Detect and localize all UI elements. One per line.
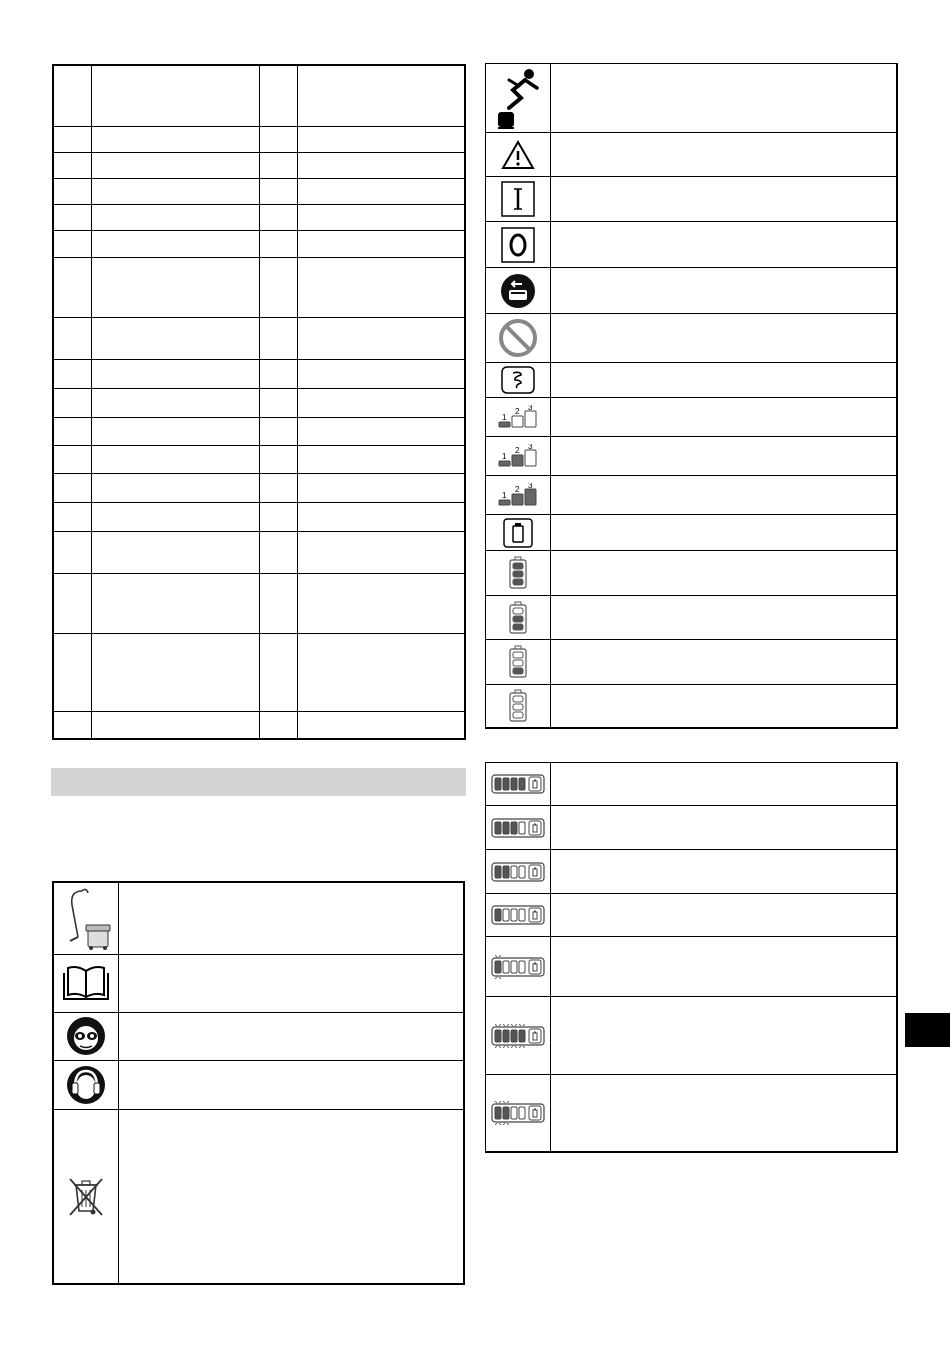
charge-level-3-icon [486, 806, 551, 850]
part-number-cell [259, 633, 297, 711]
parts-table-row [53, 633, 465, 711]
status-symbol-text [551, 133, 898, 177]
eye-protection-icon [53, 1012, 119, 1060]
part-number-cell [259, 257, 297, 317]
part-name-cell [297, 531, 465, 573]
status-symbol-text [551, 363, 898, 398]
part-number-cell [259, 204, 297, 230]
part-name-cell [91, 178, 259, 204]
parts-table-row [53, 230, 465, 257]
status-symbol-row [486, 64, 898, 133]
part-number-cell [259, 531, 297, 573]
part-name-cell [91, 359, 259, 388]
parts-table-row [53, 502, 465, 531]
battery-full-icon [486, 551, 551, 596]
part-number-cell [259, 65, 297, 126]
part-name-cell [297, 178, 465, 204]
battery-two-thirds-icon [486, 596, 551, 640]
read-manual-icon [53, 954, 119, 1012]
vacuum-cleaner-icon [53, 882, 119, 954]
safety-symbol-text [119, 954, 465, 1012]
part-number-cell [259, 178, 297, 204]
part-name-cell [297, 257, 465, 317]
status-symbol-row [486, 476, 898, 515]
parts-table-row [53, 417, 465, 445]
status-symbol-row [486, 314, 898, 363]
parts-table-row [53, 531, 465, 573]
part-number-cell [53, 230, 91, 257]
suction-swirl-icon [486, 363, 551, 398]
part-number-cell [259, 417, 297, 445]
safety-symbol-text [119, 1109, 465, 1284]
part-name-cell [91, 473, 259, 502]
part-name-cell [297, 633, 465, 711]
charge-indicator-row [486, 763, 898, 806]
part-number-cell [53, 317, 91, 359]
part-name-cell [297, 417, 465, 445]
power-level-3-icon [486, 476, 551, 515]
svg-text:1: 1 [502, 452, 507, 461]
part-number-cell [53, 388, 91, 417]
part-number-cell [53, 359, 91, 388]
charge-indicator-table [485, 762, 898, 1153]
parts-table-row [53, 359, 465, 388]
ear-protection-icon [53, 1060, 119, 1109]
parts-table-row [53, 204, 465, 230]
parts-table [52, 64, 466, 740]
safety-symbol-text [119, 1060, 465, 1109]
charge-blink-alternating-icon [486, 1075, 551, 1152]
charge-indicator-row [486, 806, 898, 850]
part-name-cell [297, 65, 465, 126]
part-number-cell [259, 473, 297, 502]
part-name-cell [91, 573, 259, 633]
page-tab-marker [905, 1013, 950, 1047]
parts-table-row [53, 65, 465, 126]
part-number-cell [259, 317, 297, 359]
warning-triangle-icon [486, 133, 551, 177]
status-symbol-row [486, 685, 898, 728]
part-number-cell [259, 152, 297, 178]
part-number-cell [53, 152, 91, 178]
part-number-cell [259, 126, 297, 152]
parts-table-row [53, 152, 465, 178]
status-symbol-row [486, 596, 898, 640]
part-number-cell [259, 445, 297, 473]
part-number-cell [53, 573, 91, 633]
parts-table-row [53, 445, 465, 473]
status-symbol-text [551, 685, 898, 728]
part-name-cell [91, 445, 259, 473]
parts-table-row [53, 473, 465, 502]
part-number-cell [53, 711, 91, 739]
part-name-cell [297, 711, 465, 739]
part-number-cell [53, 531, 91, 573]
part-number-cell [53, 445, 91, 473]
svg-text:1: 1 [502, 491, 507, 500]
parts-table-row [53, 711, 465, 739]
parts-table-row [53, 178, 465, 204]
svg-text:2: 2 [515, 446, 520, 455]
charge-indicator-text [551, 997, 898, 1075]
parts-table-row [53, 317, 465, 359]
status-symbol-row [486, 640, 898, 685]
part-name-cell [91, 204, 259, 230]
power-level-2-icon [486, 437, 551, 476]
status-symbol-row [486, 398, 898, 437]
svg-text:1: 1 [502, 413, 507, 422]
part-name-cell [91, 502, 259, 531]
status-symbol-row [486, 515, 898, 551]
part-name-cell [297, 573, 465, 633]
svg-text:3: 3 [528, 444, 533, 451]
charge-indicator-text [551, 937, 898, 997]
charge-indicator-row [486, 850, 898, 894]
part-number-cell [53, 257, 91, 317]
status-symbol-text [551, 515, 898, 551]
part-number-cell [53, 178, 91, 204]
status-symbol-text [551, 398, 898, 437]
part-name-cell [91, 126, 259, 152]
parts-table-row [53, 126, 465, 152]
part-name-cell [91, 317, 259, 359]
part-name-cell [297, 230, 465, 257]
charge-blink-all-icon [486, 997, 551, 1075]
status-symbol-text [551, 222, 898, 268]
part-number-cell [259, 230, 297, 257]
prohibited-icon [486, 314, 551, 363]
part-name-cell [91, 230, 259, 257]
charge-indicator-row [486, 894, 898, 937]
status-symbol-row [486, 177, 898, 222]
status-symbol-text [551, 551, 898, 596]
power-on-icon [486, 177, 551, 222]
svg-text:3: 3 [528, 483, 533, 490]
status-symbol-row [486, 268, 898, 314]
part-name-cell [297, 126, 465, 152]
status-symbol-row [486, 551, 898, 596]
battery-one-third-icon [486, 640, 551, 685]
part-name-cell [297, 359, 465, 388]
battery-outline-icon [486, 515, 551, 551]
part-name-cell [297, 204, 465, 230]
status-symbol-text [551, 596, 898, 640]
charge-level-1-icon [486, 894, 551, 937]
part-number-cell [259, 359, 297, 388]
crossed-out-bin-icon [53, 1109, 119, 1284]
charge-indicator-text [551, 850, 898, 894]
battery-empty-icon [486, 685, 551, 728]
svg-text:3: 3 [528, 405, 533, 412]
part-number-cell [53, 126, 91, 152]
part-number-cell [53, 65, 91, 126]
power-level-1-icon [486, 398, 551, 437]
part-name-cell [91, 633, 259, 711]
charge-indicator-text [551, 894, 898, 937]
power-off-icon [486, 222, 551, 268]
part-name-cell [297, 502, 465, 531]
safety-symbol-text [119, 1012, 465, 1060]
charge-indicator-row [486, 937, 898, 997]
part-name-cell [297, 445, 465, 473]
status-symbol-row [486, 437, 898, 476]
filter-clean-icon [486, 268, 551, 314]
part-number-cell [53, 502, 91, 531]
part-number-cell [259, 388, 297, 417]
status-symbol-text [551, 64, 898, 133]
status-symbol-text [551, 268, 898, 314]
safety-symbols-table [52, 881, 465, 1285]
charge-indicator-text [551, 1075, 898, 1152]
status-symbol-text [551, 437, 898, 476]
parts-table-row [53, 573, 465, 633]
part-number-cell [53, 417, 91, 445]
charge-level-4-icon [486, 763, 551, 806]
part-name-cell [297, 152, 465, 178]
part-name-cell [91, 388, 259, 417]
part-name-cell [91, 152, 259, 178]
charge-indicator-text [551, 763, 898, 806]
parts-table-row [53, 388, 465, 417]
svg-text:2: 2 [515, 485, 520, 494]
charge-level-2-icon [486, 850, 551, 894]
parts-table-row [53, 257, 465, 317]
part-name-cell [297, 473, 465, 502]
part-number-cell [259, 711, 297, 739]
part-name-cell [297, 388, 465, 417]
part-name-cell [91, 257, 259, 317]
part-name-cell [91, 711, 259, 739]
status-symbol-text [551, 177, 898, 222]
part-number-cell [53, 473, 91, 502]
charge-blink-1-icon [486, 937, 551, 997]
tipping-hazard-icon [486, 64, 551, 133]
charge-indicator-row [486, 997, 898, 1075]
status-symbol-row [486, 133, 898, 177]
charge-indicator-text [551, 806, 898, 850]
part-name-cell [91, 65, 259, 126]
part-number-cell [53, 204, 91, 230]
part-name-cell [91, 531, 259, 573]
status-symbol-text [551, 476, 898, 515]
part-number-cell [259, 502, 297, 531]
safety-symbol-text [119, 882, 465, 954]
part-number-cell [259, 573, 297, 633]
status-symbol-row [486, 222, 898, 268]
status-symbol-text [551, 640, 898, 685]
part-number-cell [53, 633, 91, 711]
part-name-cell [91, 417, 259, 445]
section-heading [51, 768, 466, 796]
status-symbol-row [486, 363, 898, 398]
status-symbols-table [485, 63, 898, 729]
svg-text:2: 2 [515, 407, 520, 416]
charge-indicator-row [486, 1075, 898, 1152]
status-symbol-text [551, 314, 898, 363]
part-name-cell [297, 317, 465, 359]
